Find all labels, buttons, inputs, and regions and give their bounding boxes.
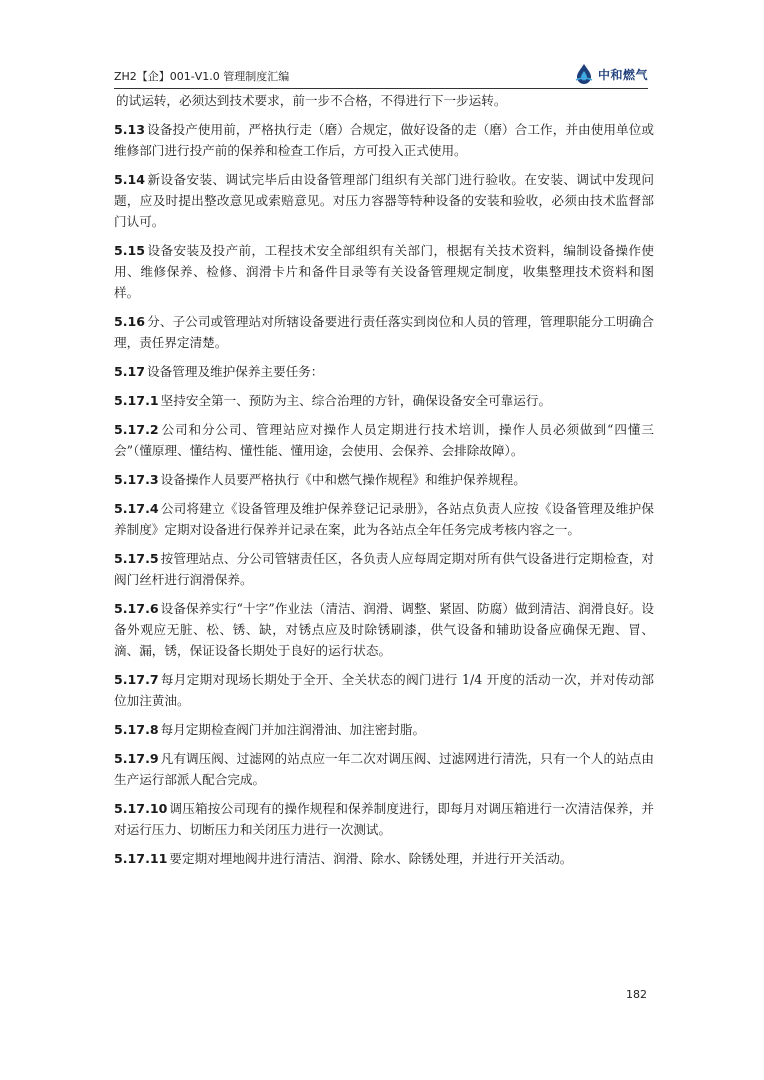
paragraph bbox=[114, 719, 654, 740]
clause-text: 每月定期对现场长期处于全开、全关状态的阀门进行 1/4 开度的活动一次，并对传动部位加注黄油。 bbox=[114, 672, 654, 708]
clause-number: 5.17.1 bbox=[114, 393, 159, 408]
clause-text: 分、子公司或管理站对所辖设备要进行责任落实到岗位和人员的管理，管理职能分工明确合理，责任界定清楚。 bbox=[114, 314, 654, 350]
clause-text: 新设备安装、调试完毕后由设备管理部门组织有关部门进行验收。在安装、调试中发现问题，应及时提出整改意见或索赔意见。对压力容器等特种设备的安装和验收，必须由技术监督部门认可。 bbox=[114, 172, 654, 229]
clause-number: 5.17.7 bbox=[114, 672, 159, 687]
page-header bbox=[114, 60, 648, 89]
paragraph bbox=[114, 748, 654, 790]
paragraph bbox=[114, 669, 654, 711]
clause-number: 5.17.2 bbox=[114, 422, 159, 437]
clause-number: 5.15 bbox=[114, 243, 146, 258]
clause-text: 设备保养实行“十字”作业法（清洁、润滑、调整、紧固、防腐）做到清洁、润滑良好。设备外观应无脏、松、锈、缺，对锈点应及时除锈刷漆，供气设备和辅助设备应确保无跑、冒、滴、漏，锈，保证设备长期处于良好的运行状态。 bbox=[114, 601, 654, 658]
clause-number: 5.14 bbox=[114, 172, 146, 187]
flame-drop-logo-icon bbox=[573, 63, 595, 85]
clause-number: 5.17.10 bbox=[114, 801, 168, 816]
clause-number: 5.17.5 bbox=[114, 551, 159, 566]
logo-text: 中和燃气 bbox=[597, 67, 648, 82]
clause-number: 5.17.4 bbox=[114, 501, 159, 516]
document-code: ZH2【企】001-V1.0 管理制度汇编 bbox=[114, 70, 290, 83]
clause-number: 5.17.11 bbox=[114, 851, 168, 866]
document-body bbox=[114, 90, 654, 877]
clause-text: 的试运转，必须达到技术要求，前一步不合格，不得进行下一步运转。 bbox=[116, 93, 507, 108]
clause-number: 5.17 bbox=[114, 364, 146, 379]
clause-number: 5.17.3 bbox=[114, 472, 159, 487]
paragraph bbox=[114, 240, 654, 303]
clause-text: 设备安装及投产前，工程技术安全部组织有关部门，根据有关技术资料，编制设备操作使用、维修保养、检修、润滑卡片和备件目录等有关设备管理规定制度，收集整理技术资料和图样。 bbox=[114, 243, 654, 300]
paragraph bbox=[114, 90, 654, 111]
clause-text: 调压箱按公司现有的操作规程和保养制度进行，即每月对调压箱进行一次清洁保养，并对运行压力、切断压力和关闭压力进行一次测试。 bbox=[114, 801, 654, 837]
paragraph bbox=[114, 848, 654, 869]
paragraph bbox=[114, 469, 654, 490]
paragraph bbox=[114, 498, 654, 540]
paragraph bbox=[114, 598, 654, 661]
paragraph bbox=[114, 119, 654, 161]
clause-text: 坚持安全第一、预防为主、综合治理的方针，确保设备安全可靠运行。 bbox=[160, 393, 552, 408]
page-number: 182 bbox=[626, 988, 647, 1001]
clause-text: 设备操作人员要严格执行《中和燃气操作规程》和维护保养规程。 bbox=[160, 472, 526, 487]
clause-number: 5.13 bbox=[114, 122, 146, 137]
clause-text: 按管理站点、分公司管辖责任区，各负责人应每周定期对所有供气设备进行定期检查，对阀门丝杆进行润滑保养。 bbox=[114, 551, 654, 587]
clause-text: 每月定期检查阀门并加注润滑油、加注密封脂。 bbox=[160, 722, 426, 737]
paragraph bbox=[114, 548, 654, 590]
clause-text: 要定期对埋地阀井进行清洁、润滑、除水、除锈处理，并进行开关活动。 bbox=[169, 851, 573, 866]
paragraph bbox=[114, 311, 654, 353]
clause-text: 设备管理及维护保养主要任务： bbox=[147, 364, 324, 379]
clause-text: 设备投产使用前，严格执行走（磨）合规定，做好设备的走（磨）合工作，并由使用单位或维修部门进行投产前的保养和检查工作后，方可投入正式使用。 bbox=[114, 122, 654, 158]
paragraph bbox=[114, 390, 654, 411]
paragraph bbox=[114, 798, 654, 840]
paragraph bbox=[114, 361, 654, 382]
clause-text: 公司和分公司、管理站应对操作人员定期进行技术培训，操作人员必须做到“四懂三会”（懂原理、懂结构、懂性能、懂用途，会使用、会保养、会排除故障）。 bbox=[114, 422, 654, 458]
paragraph bbox=[114, 419, 654, 461]
clause-number: 5.17.9 bbox=[114, 751, 159, 766]
clause-number: 5.17.6 bbox=[114, 601, 159, 616]
clause-text: 公司将建立《设备管理及维护保养登记记录册》，各站点负责人应按《设备管理及维护保养制度》定期对设备进行保养并记录在案，此为各站点全年任务完成考核内容之一。 bbox=[114, 501, 654, 537]
clause-text: 凡有调压阀、过滤网的站点应一年二次对调压阀、过滤网进行清洗，只有一个人的站点由生产运行部派人配合完成。 bbox=[114, 751, 654, 787]
company-logo bbox=[573, 63, 648, 85]
paragraph bbox=[114, 169, 654, 232]
clause-number: 5.17.8 bbox=[114, 722, 159, 737]
clause-number: 5.16 bbox=[114, 314, 146, 329]
